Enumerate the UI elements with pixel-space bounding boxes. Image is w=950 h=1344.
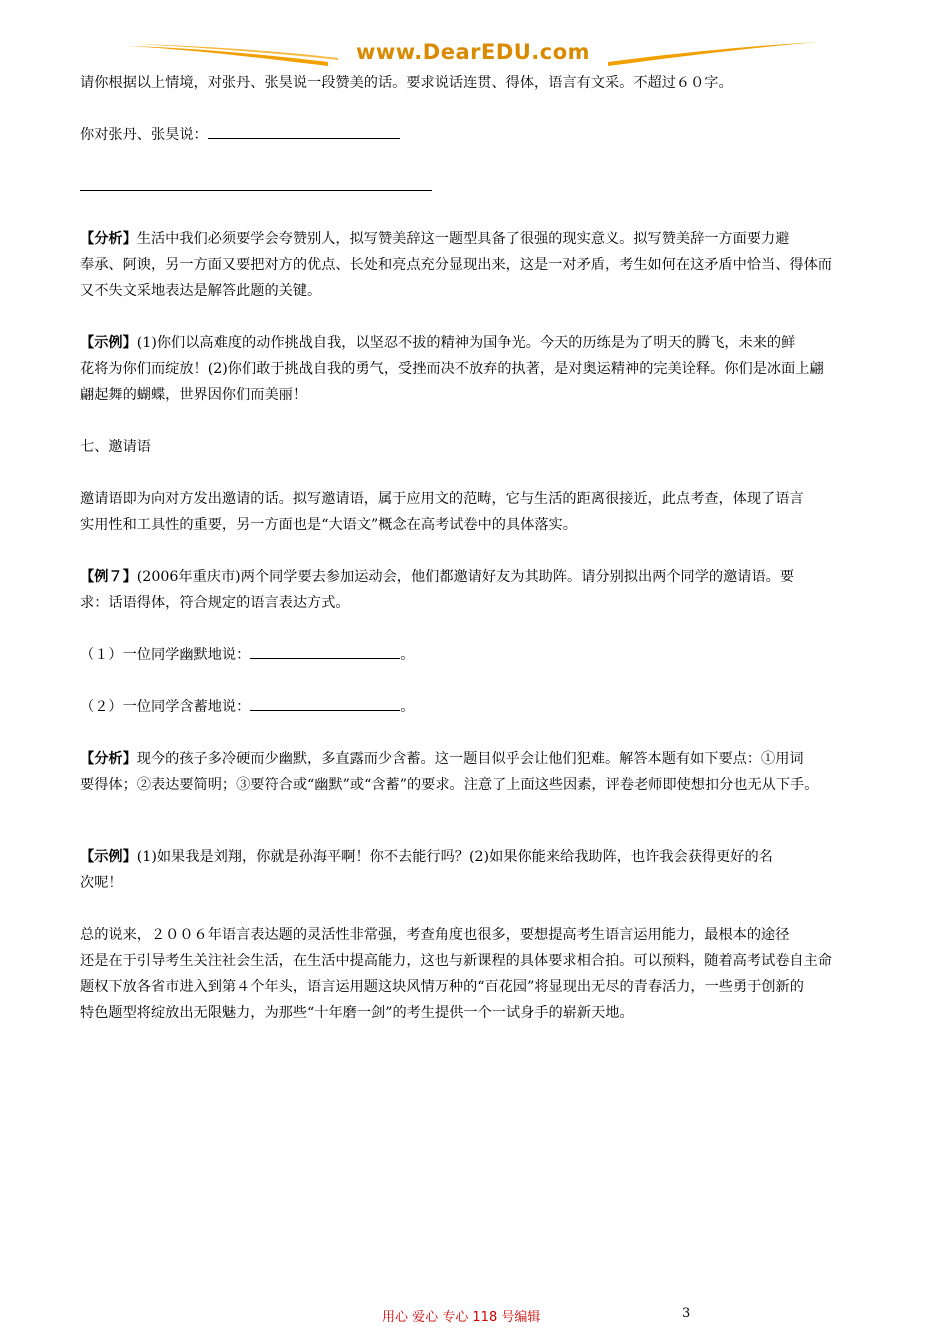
example-2-line-1: (1)如果我是刘翔，你就是孙海平啊！你不去能行吗？(2)如果你能来给我助阵，也许我会获得更好的名 — [136, 849, 773, 865]
analysis-1-line-3: 又不失文采地表达是解答此题的关键。 — [80, 283, 322, 299]
invitation-intro-line-2: 实用性和工具性的重要，另一方面也是“大语文”概念在高考试卷中的具体落实。 — [80, 517, 577, 533]
section-heading-invitation: 七、邀请语 — [80, 439, 151, 455]
example-7-line-2: 求：话语得体，符合规定的语言表达方式。 — [80, 595, 350, 611]
instruction-paragraph: 请你根据以上情境，对张丹、张昊说一段赞美的话。要求说话连贯、得体，语言有文采。不超过６０字。 — [80, 75, 733, 91]
example-1-line-1: (1)你们以高难度的动作挑战自我，以坚忍不拔的精神为国争光。今天的历练是为了明天的腾飞，未来的鲜 — [136, 335, 796, 351]
document-body — [80, 70, 910, 1026]
example-7-line-1: (2006年重庆市)两个同学要去参加运动会，他们都邀请好友为其助阵。请分别拟出两个同学的邀请语。要 — [136, 569, 795, 585]
summary-line-3: 题权下放各省市进入到第４个年头，语言运用题这块风情万种的“百花园”将显现出无尽的青春活力，一些勇于创新的 — [80, 979, 804, 995]
example-7-label: 【例７】 — [80, 569, 137, 585]
question-2-end: 。 — [400, 699, 415, 715]
analysis-2-line-2: 要得体；②表达要简明；③要符合或“幽默”或“含蓄”的要求。注意了上面这些因素，评卷老师即使想扣分也无从下手。 — [80, 777, 819, 793]
example-1 — [80, 330, 910, 356]
example-2-line-2: 次呢！ — [80, 875, 123, 891]
answer-prompt-label: 你对张丹、张昊说： — [80, 127, 208, 143]
summary-line-2: 还是在于引导考生关注社会生活，在生活中提高能力，这也与新课程的具体要求相合拍。可以预料，随着高考试卷自主命 — [80, 953, 832, 969]
question-2-text: （２）一位同学含蓄地说： — [80, 699, 251, 715]
example-2 — [80, 844, 910, 870]
answer-prompt — [80, 122, 910, 148]
answer-blank-continuation — [80, 174, 910, 200]
example-2-label: 【示例】 — [80, 849, 137, 865]
question-1-text: （１）一位同学幽默地说： — [80, 647, 251, 663]
analysis-1-line-2: 奉承、阿谀，另一方面又要把对方的优点、长处和亮点充分显现出来，这是一对矛盾，考生如何在这矛盾中恰当、得体而 — [80, 257, 832, 273]
analysis-2-label: 【分析】 — [80, 751, 137, 767]
logo-text: www.DearEDU.com — [355, 40, 591, 64]
page-number: 3 — [682, 1306, 691, 1321]
invitation-intro-line-1: 邀请语即为向对方发出邀请的话。拟写邀请语，属于应用文的范畴，它与生活的距离很接近，此点考查，体现了语言 — [80, 491, 804, 507]
question-2 — [80, 694, 910, 720]
question-1 — [80, 642, 910, 668]
footer-text: 用心 爱心 专心 118 号编辑 — [382, 1310, 541, 1325]
analysis-1-line-1: 生活中我们必须要学会夸赞别人，拟写赞美辞这一题型具备了很强的现实意义。拟写赞美辞一方面要力避 — [136, 231, 790, 247]
summary-line-4: 特色题型将绽放出无限魅力，为那些“十年磨一剑”的考生提供一个一试身手的崭新天地。 — [80, 1005, 634, 1021]
example-label: 【示例】 — [80, 335, 137, 351]
question-1-end: 。 — [400, 647, 415, 663]
answer-blank-line-2 — [80, 190, 432, 191]
analysis-2 — [80, 746, 910, 772]
question-2-blank — [250, 710, 400, 711]
example-1-line-2: 花将为你们而绽放！(2)你们敢于挑战自我的勇气，受挫而决不放弃的执著，是对奥运精神的完美诠释。你们是冰面上翩 — [80, 361, 824, 377]
answer-blank-line — [208, 138, 400, 139]
analysis-label: 【分析】 — [80, 231, 137, 247]
analysis-1 — [80, 226, 910, 252]
analysis-2-line-1: 现今的孩子多冷硬而少幽默，多直露而少含蓄。这一题目似乎会让他们犯难。解答本题有如下要点：①用词 — [136, 751, 804, 767]
example-1-line-3: 翩起舞的蝴蝶，世界因你们而美丽！ — [80, 387, 308, 403]
site-logo-banner — [128, 38, 818, 72]
question-1-blank — [250, 658, 400, 659]
summary-line-1: 总的说来，２００６年语言表达题的灵活性非常强，考查角度也很多，要想提高考生语言运用能力，最根本的途径 — [80, 927, 790, 943]
example-7 — [80, 564, 910, 590]
